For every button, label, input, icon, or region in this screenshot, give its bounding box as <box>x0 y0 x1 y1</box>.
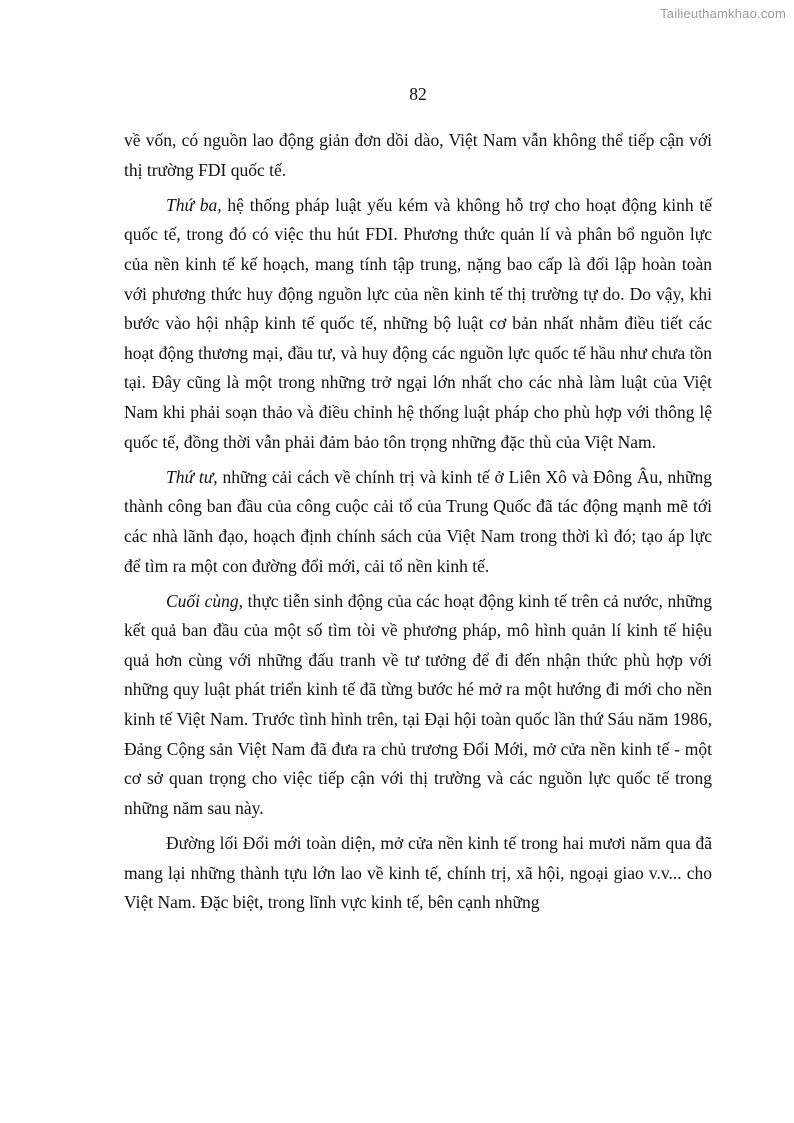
page-number: 82 <box>409 84 427 104</box>
paragraph-4 <box>124 587 712 824</box>
paragraph-lead: Thứ tư, <box>166 466 218 487</box>
document-body <box>124 126 712 918</box>
paragraph-5 <box>124 829 712 918</box>
paragraph-text: những cải cách về chính trị và kinh tế ở Liên Xô và Đông Âu, những thành công ban đầu của công cuộc cải tổ của Trung Quốc đã tác động mạnh mẽ tới các nhà lãnh đạo, hoạch định chính sách của Việt Nam trong thời kì đó; tạo áp lực để tìm ra một con đường đổi mới, cải tổ nền kinh tế. <box>124 466 713 576</box>
paragraph-text: hệ thống pháp luật yếu kém và không hỗ trợ cho hoạt động kinh tế quốc tế, trong đó có việc thu hút FDI. Phương thức quản lí và phân bổ nguồn lực của nền kinh tế kế hoạch, mang tính tập trung, nặng bao cấp là đối lập hoàn toàn với phương thức huy động nguồn lực của nền kinh tế thị trường tự do. Do vậy, khi bước vào hội nhập kinh tế quốc tế, những bộ luật cơ bản nhất nhằm điều tiết các hoạt động thương mại, đầu tư, và huy động các nguồn lực quốc tế hầu như chưa tồn tại. Đây cũng là một trong những trở ngại lớn nhất cho các nhà làm luật của Việt Nam khi phải soạn thảo và điều chỉnh hệ thống luật pháp cho phù hợp với thông lệ quốc tế, đồng thời vẫn phải đảm bảo tôn trọng những đặc thù của Việt Nam. <box>124 194 712 452</box>
watermark: Tailieuthamkhao.com <box>660 6 786 21</box>
paragraph-2 <box>124 191 712 457</box>
paragraph-lead: Thứ ba, <box>166 194 222 215</box>
paragraph-3 <box>124 463 712 581</box>
paragraph-text: Đường lối Đổi mới toàn diện, mở cửa nền kinh tế trong hai mươi năm qua đã mang lại những thành tựu lớn lao về kinh tế, chính trị, xã hội, ngoại giao v.v... cho Việt Nam. Đặc biệt, trong lĩnh vực kinh tế, bên cạnh những <box>124 833 712 913</box>
paragraph-text: về vốn, có nguồn lao động giản đơn dồi dào, Việt Nam vẫn không thể tiếp cận với thị trường FDI quốc tế. <box>124 130 712 180</box>
paragraph-lead: Cuối cùng, <box>166 590 244 611</box>
paragraph-1 <box>124 126 712 185</box>
paragraph-text: thực tiễn sinh động của các hoạt động kinh tế trên cả nước, những kết quả ban đầu của một số tìm tòi về phương pháp, mô hình quản lí kinh tế hiệu quả hơn cùng với những đấu tranh về tư tưởng để đi đến nhận thức phù hợp với những quy luật phát triển kinh tế đã từng bước hé mở ra một hướng đi mới cho nền kinh tế Việt Nam. Trước tình hình trên, tại Đại hội toàn quốc lần thứ Sáu năm 1986, Đảng Cộng sản Việt Nam đã đưa ra chủ trương Đổi Mới, mở cửa nền kinh tế - một cơ sở quan trọng cho việc tiếp cận với thị trường và các nguồn lực quốc tế trong những năm sau này. <box>124 590 712 818</box>
